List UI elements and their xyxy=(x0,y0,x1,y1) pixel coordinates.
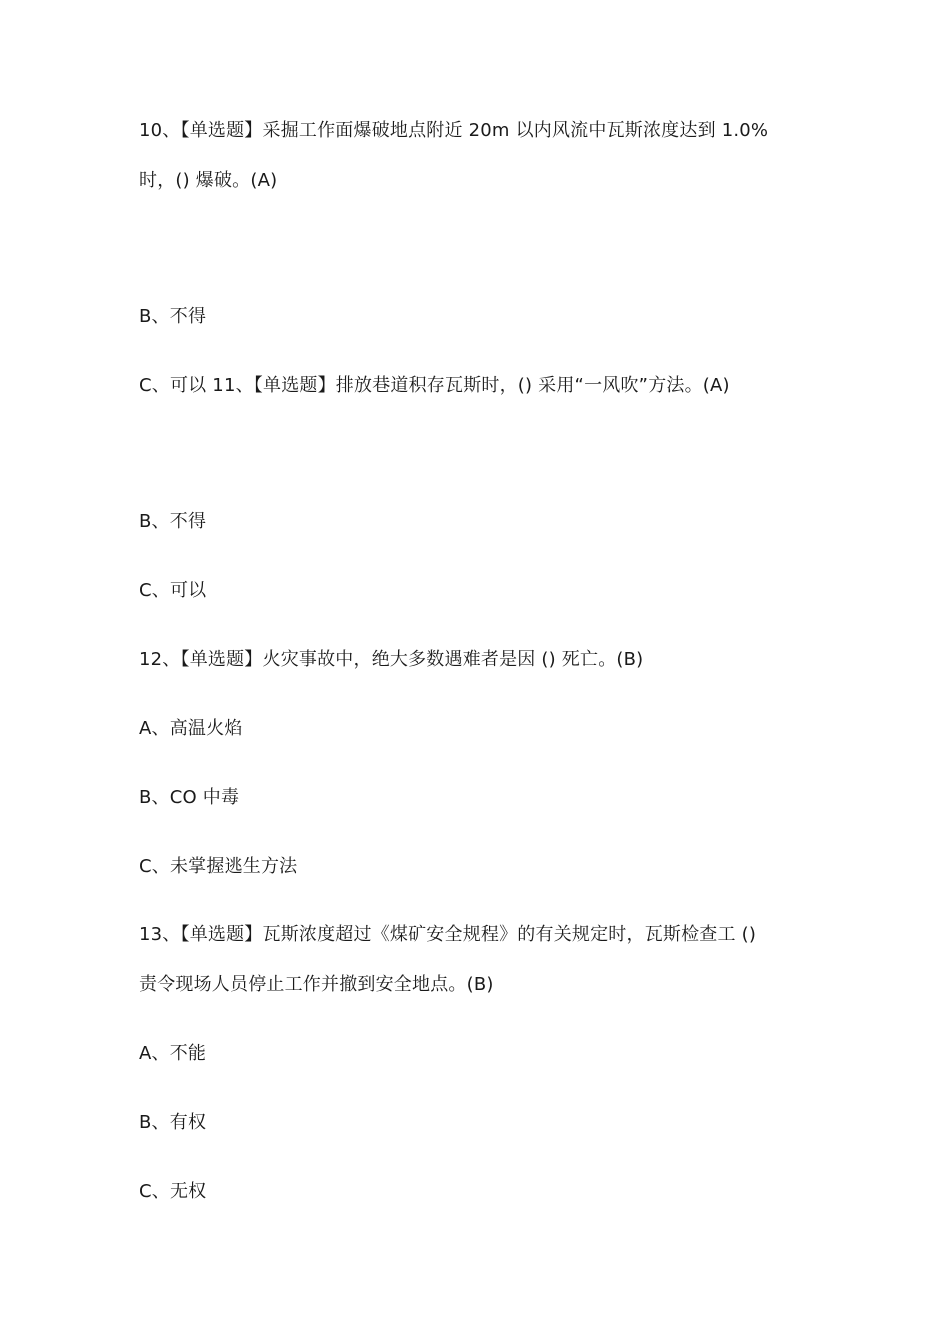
option-c: C、可以 xyxy=(139,580,207,601)
option-b: B、有权 xyxy=(139,1112,207,1133)
question-10-text: 10、【单选题】采掘工作面爆破地点附近 20m 以内风流中瓦斯浓度达到 1.0% xyxy=(139,120,769,141)
option-c: C、无权 xyxy=(139,1181,207,1202)
option-b: B、不得 xyxy=(139,306,207,327)
option-c: C、未掌握逃生方法 xyxy=(139,856,298,877)
question-13-text-cont: 责令现场人员停止工作并撤到安全地点。(B) xyxy=(139,974,494,995)
option-a: A、高温火焰 xyxy=(139,718,243,739)
question-10-text-cont: 时，() 爆破。(A) xyxy=(139,170,278,191)
option-b: B、不得 xyxy=(139,511,207,532)
option-b: B、CO 中毒 xyxy=(139,787,240,808)
option-a: A、不能 xyxy=(139,1043,207,1064)
question-13-text: 13、【单选题】瓦斯浓度超过《煤矿安全规程》的有关规定时，瓦斯检查工 () xyxy=(139,924,757,945)
question-12-text: 12、【单选题】火灾事故中，绝大多数遇难者是因 () 死亡。(B) xyxy=(139,649,644,670)
option-c-and-question-11: C、可以 11、【单选题】排放巷道积存瓦斯时，() 采用“一风吹”方法。(A) xyxy=(139,375,730,396)
